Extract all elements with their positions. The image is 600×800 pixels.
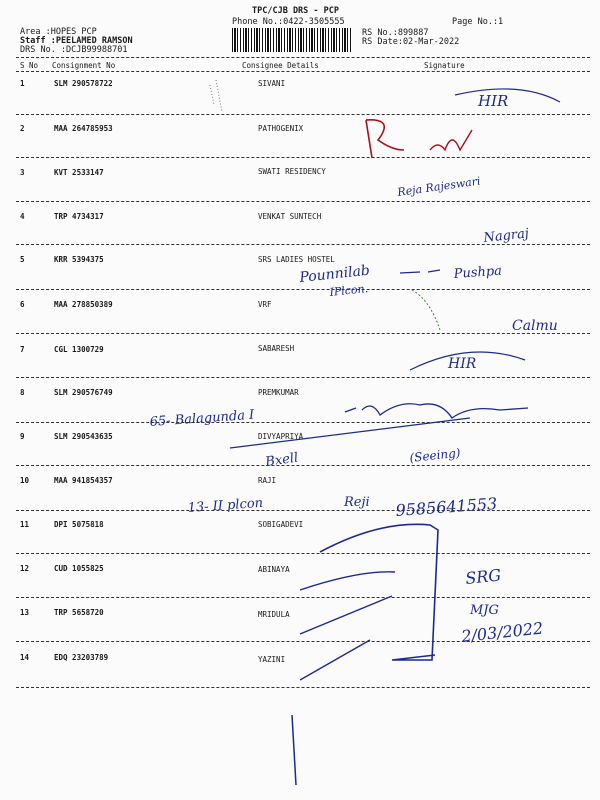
row-11-consignee: SOBIGADEVI (258, 520, 304, 529)
row-6-consignee: VRF (258, 300, 272, 309)
row-3-sno: 3 (20, 168, 25, 177)
row-8-sno: 8 (20, 388, 25, 397)
row-4-sno: 4 (20, 212, 25, 221)
document-title: TPC/CJB DRS - PCP (252, 6, 339, 16)
row-8-consignee: PREMKUMAR (258, 388, 299, 397)
row-7-consignment: CGL 1300729 (54, 345, 104, 354)
row-12-sno: 12 (20, 564, 30, 573)
column-header-signature: Signature (424, 61, 465, 70)
stamp-trace (412, 290, 440, 330)
signature-row-8-line (230, 418, 470, 448)
signature-rows-12-14 (300, 572, 395, 680)
column-header-consignment: Consignment No (52, 61, 116, 70)
row-14-sno: 14 (20, 653, 30, 662)
phone-number: Phone No.:0422-3505555 (232, 17, 345, 27)
stray-stroke (292, 715, 296, 785)
row-5-consignment: KRR 5394375 (54, 255, 104, 264)
row-14-consignment: EDQ 23203789 (54, 653, 109, 662)
column-header-sno: S No (20, 61, 39, 70)
signature-row-13-initials: MJG (470, 603, 499, 618)
row-14-consignee: YAZINI (258, 655, 286, 664)
row-12-consignee: ABINAYA (258, 565, 290, 574)
signature-row-3: Reja Rajeswari (396, 174, 482, 199)
row-12-consignment: CUD 1055825 (54, 564, 104, 573)
row-10-consignee: RAJI (258, 476, 277, 485)
signature-row-7: HIR (448, 356, 477, 372)
column-header-consignee: Consignee Details (242, 61, 319, 70)
signature-row-2-mark-a (366, 120, 404, 158)
row-9-consignee: DIVYAPRIYA (258, 432, 304, 441)
row-3-consignment: KVT 2533147 (54, 168, 104, 177)
signature-row-5-second: Pushpa (453, 263, 503, 282)
signature-row-5-name: Pounnilab (298, 262, 371, 286)
row-9-consignment: SLM 290543635 (54, 432, 113, 441)
note-row-8: 65- Balagunda I (149, 407, 255, 430)
row-2-consignment: MAA 264785953 (54, 124, 113, 133)
signature-bracket (320, 524, 438, 660)
row-11-sno: 11 (20, 520, 30, 529)
row-13-sno: 13 (20, 608, 30, 617)
page-number: Page No.:1 (452, 17, 504, 27)
area-label: Area :HOPES PCP (20, 27, 97, 37)
row-4-consignee: VENKAT SUNTECH (258, 212, 322, 221)
signature-row-9-note: (Seeing) (408, 445, 462, 465)
row-1-consignee: SIVANI (258, 79, 286, 88)
row-8-consignment: SLM 290576749 (54, 388, 113, 397)
signature-row-10-phone: 9585641553 (394, 493, 498, 520)
signature-row-13-date: 2/03/2022 (460, 618, 545, 646)
row-2-sno: 2 (20, 124, 25, 133)
row-3-consignee: SWATI RESIDENCY (258, 167, 326, 176)
note-row-10: 13- II plcon (187, 495, 264, 516)
rs-date: RS Date:02-Mar-2022 (362, 37, 460, 47)
row-6-consignment: MAA 278850389 (54, 300, 113, 309)
signature-row-4: Nagraj (482, 226, 530, 246)
row-6-sno: 6 (20, 300, 25, 309)
signature-row-2-mark-b (430, 130, 472, 150)
stamp-smudge (210, 80, 222, 112)
row-7-consignee: SABARESH (258, 344, 295, 353)
signature-row-12: SRG (464, 565, 503, 588)
row-5-consignee: SRS LADIES HOSTEL (258, 255, 335, 264)
row-10-sno: 10 (20, 476, 30, 485)
row-7-sno: 7 (20, 345, 25, 354)
row-1-consignment: SLM 290578722 (54, 79, 113, 88)
row-13-consignee: MRIDULA (258, 610, 290, 619)
signature-row-6: Calmu (512, 318, 558, 334)
row-4-consignment: TRP 4734317 (54, 212, 104, 221)
row-9-sno: 9 (20, 432, 25, 441)
signature-row-9-name: Bxell (264, 450, 300, 470)
signature-row-10-name: Reji (344, 495, 370, 510)
row-2-consignee: PATHOGENIX (258, 124, 304, 133)
row-11-consignment: DPI 5075818 (54, 520, 104, 529)
signature-row-1: HIR (478, 92, 509, 110)
signature-row-5-place: IPlcon. (328, 282, 369, 299)
row-1-sno: 1 (20, 79, 25, 88)
row-13-consignment: TRP 5658720 (54, 608, 104, 617)
signature-row-8 (345, 404, 528, 418)
row-5-sno: 5 (20, 255, 25, 264)
signature-row-5-dash (400, 270, 440, 273)
drs-number: DRS No. :DCJB99988701 (20, 45, 128, 55)
rs-number: RS No.:899887 (362, 28, 429, 38)
row-10-consignment: MAA 941854357 (54, 476, 113, 485)
staff-label: Staff :PEELAMED RAMSON (20, 36, 133, 46)
